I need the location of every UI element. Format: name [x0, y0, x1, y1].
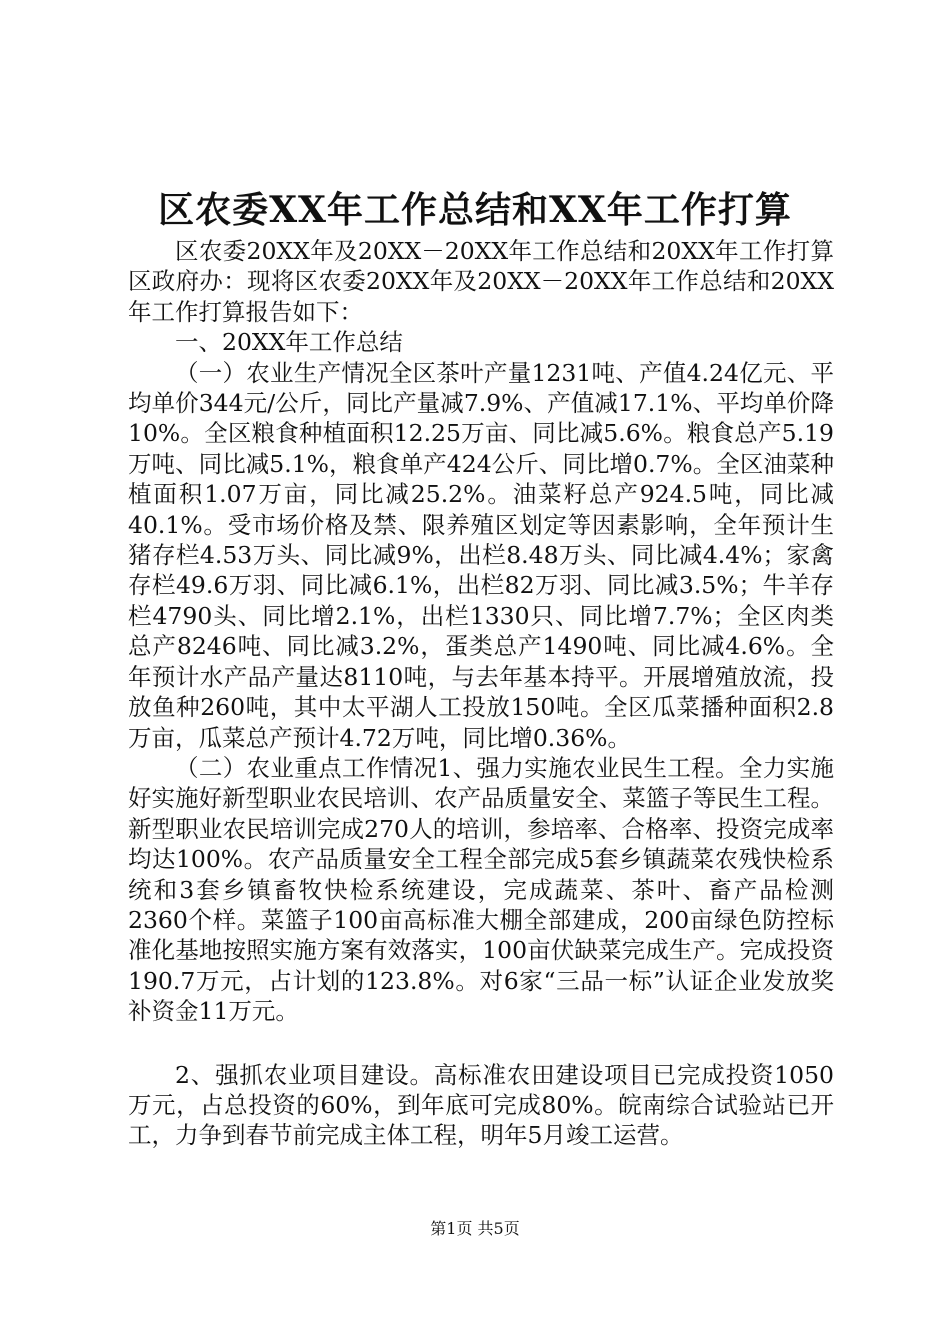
key-work-paragraph: （二）农业重点工作情况1、强力实施农业民生工程。全力实施好实施好新型职业农民培训、农产品质量安全、菜篮子等民生工程。新型职业农民培训完成270人的培训，参培率、合格率、投资完成率均达100%。农产品质量安全工程全部完成5套乡镇蔬菜农残快检系统和3套乡镇畜牧快检系统建设，完成蔬菜、茶叶、畜产品检测2360个样。菜篮子100亩高标准大棚全部建成，200亩绿色防控标准化基地按照实施方案有效落实，100亩伏缺菜完成生产。完成投资190.7万元，占计划的123.8%。对6家“三品一标”认证企业发放奖补资金11万元。 [128, 753, 834, 1026]
document-body [128, 236, 834, 1151]
project-paragraph: 2、强抓农业项目建设。高标准农田建设项目已完成投资1050万元，占总投资的60%，到年底可完成80%。皖南综合试验站已开工，力争到春节前完成主体工程，明年5月竣工运营。 [128, 1060, 834, 1150]
intro-paragraph: 区农委20XX年及20XX－20XX年工作总结和20XX年工作打算区政府办：现将区农委20XX年及20XX－20XX年工作总结和20XX年工作打算报告如下： [128, 237, 834, 326]
production-paragraph: （一）农业生产情况全区茶叶产量1231吨、产值4.24亿元、平均单价344元/公斤，同比产量减7.9%、产值减17.1%、平均单价降10%。全区粮食种植面积12.25万亩、同比减5.6%。粮食总产5.19万吨、同比减5.1%，粮食单产424公斤、同比增0.7%。全区油菜种植面积1.07万亩，同比减25.2%。油菜籽总产924.5吨，同比减40.1%。受市场价格及禁、限养殖区划定等因素影响，全年预计生猪存栏4.53万头、同比减9%，出栏8.48万头、同比减4.4%；家禽存栏49.6万羽、同比减6.1%，出栏82万羽、同比减3.5%；牛羊存栏4790头、同比增2.1%，出栏1330只、同比增7.7%；全区肉类总产8246吨、同比减3.2%，蛋类总产1490吨、同比减4.6%。全年预计水产品产量达8110吨，与去年基本持平。开展增殖放流，投放鱼种260吨，其中太平湖人工投放150吨。全区瓜菜播种面积2.8万亩，瓜菜总产预计4.72万吨，同比增0.36%。 [128, 358, 834, 752]
page-footer: 第1页 共5页 [430, 1219, 520, 1238]
section-heading: 一、20XX年工作总结 [175, 328, 403, 357]
document-title: 区农委XX年工作总结和XX年工作打算 [158, 189, 792, 231]
